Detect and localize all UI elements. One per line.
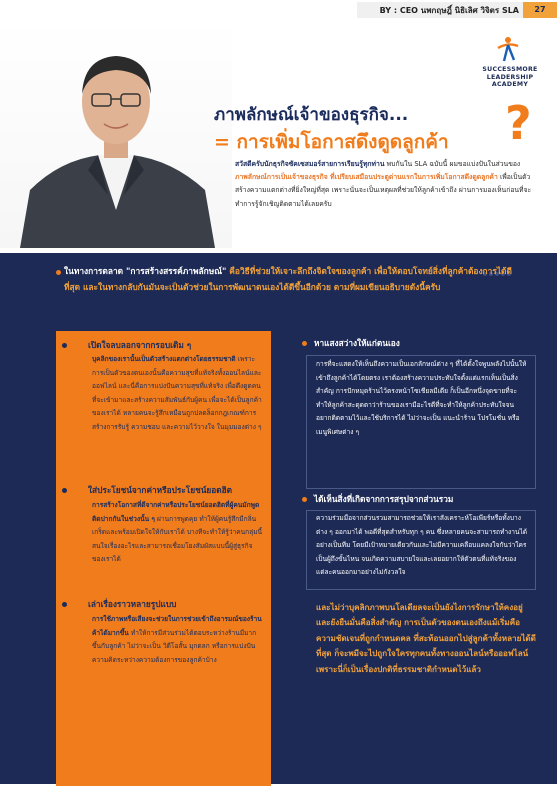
section-bullet — [62, 343, 67, 348]
section-body — [92, 353, 264, 435]
intro-text: พบกันใน SLA ฉบับนี้ ผมขอแบ่งปันในส่วนของ — [384, 160, 521, 168]
intro-text-end: เพื่อเป็นตัวสร้างความแตกต่างที่ยิ่งใหญ่ที่สุด เพราะนั่นจะเป็นเหตุผลที่ช่วยให้ลูกค้าเข้าถึง ผ่านการมองเห็นก่อนที่จะทำการรู้จักเชิญติดตามได้เลยครับ — [235, 173, 532, 208]
intro-greeting: สวัสดีครับนักธุรกิจซัคเซสมอร์สายการเรียนรู้ทุกท่าน — [235, 160, 385, 168]
section-body-bold: การสร้างโอกาสที่ดีจากค่าหรือประโยชน์ยอดฮิตที่ผู้คนมักพูดติดปากกันในช่วงนั้น ๆ — [92, 501, 260, 523]
section-body-bold: การใช้ภาพหรือเสียงจะช่วยในการช่วยเข้าถึงอารมณ์ของร้านค้าได้มากขึ้น — [92, 615, 262, 637]
article-title-line-2: = การเพิ่มโอกาสดึงดูดลูกค้า — [214, 131, 449, 153]
section-body: การที่จะแสดงให้เห็นถึงความเป็นเอกลักษณ์ต่าง ๆ ที่ได้ตั้งใจพูนพลังไปนั้นให้เข้าถึงลูกค้าได้โดยตรง เราต้องสร้างความประทับใจตั้งแต่แรกเห็นเป็นสิ่งสำคัญ การปักหมุดร้านไว้ตรงหน้าโซเชียลมีเดีย ก็เป็นอีกหนึ่งจุดขายที่จะทำให้ลูกค้าสะดุดตาว่าร้านของเรามีอะไรดีที่จะทำให้ลูกค้าประทับใจจนอยากติดตามไว้และใช้บริการได้ ไม่ว่าจะเป็น แนะนำร้าน โปรโมชั่น หรือเมนูพิเศษต่าง ๆ — [316, 360, 527, 436]
byline: BY : CEO นพกฤษฎิ์ นิธิเลิศ วิจิตร SLA — [379, 6, 519, 15]
closing-paragraph: และไม่ว่าบุคลิกภาพบนโลเดียลจะเป็นยังไงการรักษาให้คงอยู่และยังยืนมั่นคือสิ่งสำคัญ การเป็นตัวของตนเองถึงแม้เริ่มคือความชัดเจนที่ถูกกำหนดคล ที่สะท้อนออกไปสู่ลูกค้าทั้งหลายได้ดีที่สุด ก็จะพมีจะไปถูกใจใครทุกคนทั้งทางออนไลน์หรือออฟไลน์ เพราะนี่ก็เป็นเรื่องปกติที่ธรรมชาติกำหนดไว้แล้ว — [316, 602, 536, 674]
section-bullet — [62, 602, 67, 607]
page-number: 27 — [523, 2, 557, 18]
section-body-bold: บุคลิกของเรานั้นเป็นตัวสร้างแตกต่างโดยธรรมชาติ — [92, 355, 236, 363]
section-title: เล่าเรื่องราวหลายรูปแบบ — [88, 599, 177, 609]
lead-prefix: ในทางการตลาด — [64, 266, 127, 276]
lead-text: คือวิธีที่ช่วยให้เจาะลึกถึงจิตใจของลูกค้า เพื่อให้ตอบโจทย์สิ่งที่ลูกค้าต้องการได้ดีที่สุด และในทางกลับกันมันจะเป็นตัวช่วยในการพัฒนาตนเองได้ดีขึ้นอีกด้วย ตามที่ผมเขียนอธิบายดังนี้ครับ — [64, 266, 512, 292]
academy-logo — [470, 36, 550, 98]
section-title: ใส่ประโยชน์จากค่าหรือประโยชน์ยอดฮิต — [88, 485, 233, 495]
section-bullet — [62, 488, 67, 493]
section-title: หาแสงสว่างให้แก่ตนเอง — [314, 338, 400, 348]
logo-line-1: SUCCESSMORE — [482, 66, 538, 73]
page-header — [0, 0, 557, 20]
article-title-line-1: ภาพลักษณ์เจ้าของธุรกิจ... — [214, 105, 409, 125]
figure-logo-icon — [494, 36, 522, 62]
section-body: ความร่วมมือจากส่วนรวมสามารถช่วยให้เราสังเคราะห์โอเพียร์หรือทั้งบางต่าง ๆ ออกมาได้ พอดีที่สุดสำหรับทุก ๆ คน ซึ่งหลายคนจะสามารถทำงานได้อย่างเป็นทีม โดยมีเป้าหมายเดียวกันและไม่มีความเคลือบแคลงใจกันว่าใครเป็นผู้ถึงขั้นไหน จนเกิดความสบายใจและเลยอยากให้ตัวตนที่แท้จริงของแต่ละคนออกมาอย่างไม่กังวลใจ — [316, 514, 528, 577]
lead-keyword: "การสร้างสรรค์ภาพลักษณ์" — [126, 266, 227, 276]
section-body-text: ผ่านการพูดคุย ทำให้ผู้คนรู้สึกมีกลิ่นเกร็ดและพร้อมเปิดใจให้กับเราได้ บางทีจะทำให้รู้ว่าคนกลุ่มนี้สนใจเรื่องอะไรและสามารถเชื่อมโยงสัมผัสแบบนี้ผู้สู่ธุรกิจของเราได้ — [92, 514, 263, 564]
question-mark-graphic: ? — [505, 96, 532, 150]
section-body-text: เพราะการเป็นตัวของตนเองนั้นคือความสุขที่แท้จริงทั้งออนไลน์และออฟไลน์ และนี่คือการแบ่งปันความสุขที่แท้จริง เพื่อดึงดูดคนที่จะเข้ามาและสร้างความสัมพันธ์กับผู้คน เพื่อจะได้เป็นลูกค้าของเราได้ หลายคนจะรู้สึกเหมือนถูกปลดล็อกกฎเกณฑ์การสร้างการรับรู้ ความชอบ และความไว้วางใจ ในมุมมองต่าง ๆ — [92, 355, 262, 431]
logo-line-2: LEADERSHIP — [486, 73, 534, 81]
bullet-dot — [56, 270, 61, 275]
ceo-portrait — [0, 20, 232, 248]
section-bullet — [302, 341, 307, 346]
section-body — [92, 499, 264, 567]
intro-highlight: ภาพลักษณ์การเป็นเจ้าของธุรกิจ ที่เปรียบเสมือนประตูด่านแรกในการเพิ่มโอกาสดึงดูดลูกค้า — [235, 173, 498, 182]
section-body-text: ทำให้การมีส่วนร่วมได้ตอบระหว่างร้านมีมากขึ้นกับลูกค้า ไม่ว่าจะเป็น วิดีโอสั้น มุกตลก หรือการแบ่งปันความคิดระหว่างความต้องการของลูกค้าบ้าง — [92, 628, 257, 664]
intro-paragraph — [235, 158, 535, 211]
section-title: เปิดใจลบลอกจากกรอบเดิม ๆ — [88, 340, 192, 350]
section-title: ได้เห็นสิ่งที่เกิดจากการสรุปจากส่วนรวม — [314, 494, 454, 504]
logo-wordmark — [470, 66, 550, 89]
logo-line-3: ACADEMY — [491, 81, 529, 89]
section-bullet — [302, 497, 307, 502]
section-body — [92, 613, 264, 667]
lead-paragraph — [64, 263, 524, 295]
